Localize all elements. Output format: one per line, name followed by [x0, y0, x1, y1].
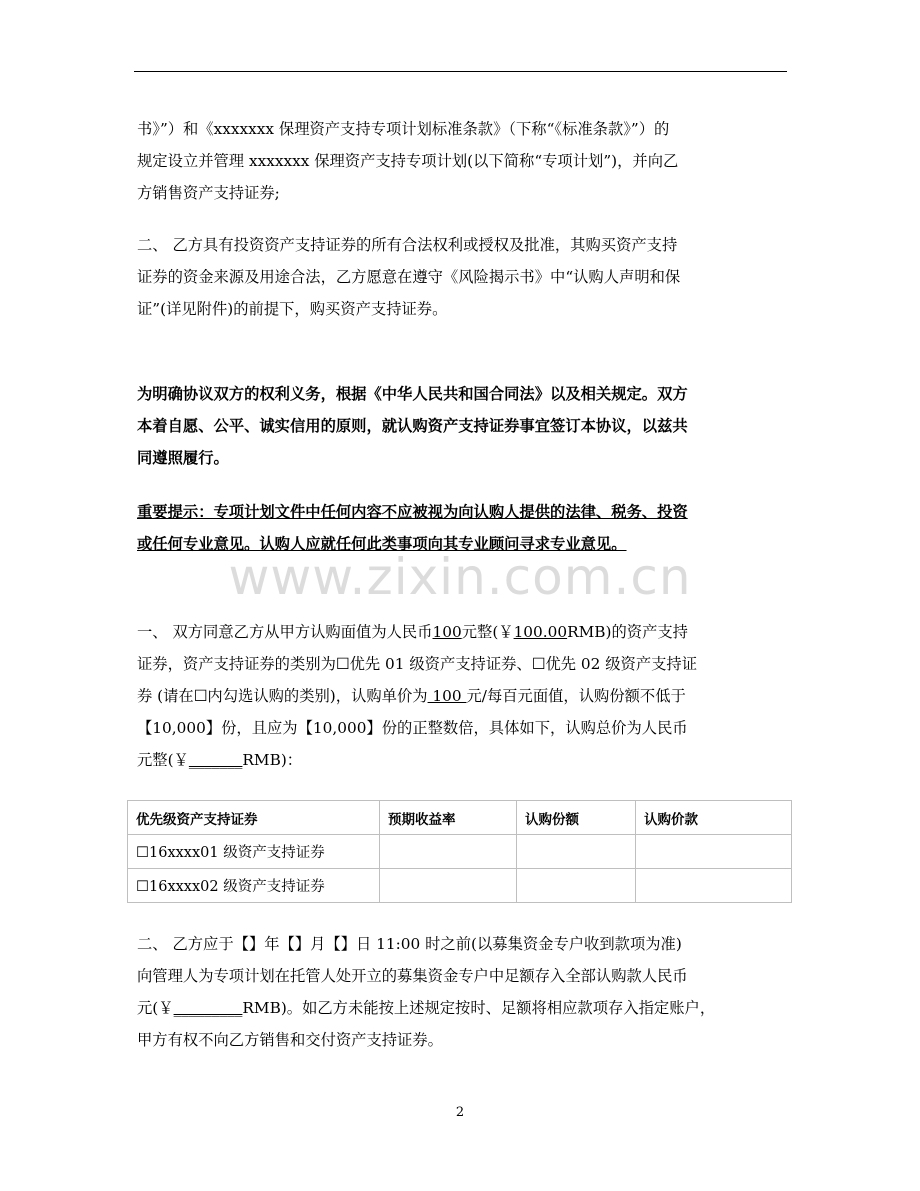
paragraph-clause-2 [137, 229, 787, 325]
text-line: 方销售资产支持证券; [137, 184, 280, 202]
table-cell [636, 835, 792, 869]
subscription-table [127, 800, 792, 903]
text-line: 元(￥_________RMB)。如乙方未能按上述规定按时、足额将相应款项存入指定账户， [137, 999, 716, 1017]
table-cell [517, 835, 636, 869]
header-rule [134, 71, 787, 72]
table-cell[interactable]: ☐16xxxx02 级资产支持证券 [128, 869, 380, 903]
text-line: 重要提示：专项计划文件中任何内容不应被视为向认购人提供的法律、税务、投资 [137, 503, 688, 521]
paragraph-subscription-terms [137, 616, 787, 776]
text-line: 证”(详见附件)的前提下，购买资产支持证券。 [137, 300, 448, 318]
table-header-row [128, 801, 792, 835]
table-row [128, 869, 792, 903]
text-line: 二、 乙方应于【】年【】月【】日 11:00 时之前(以募集资金专户收到款项为准) [137, 935, 682, 953]
watermark: www.zixin.com.cn [228, 548, 692, 606]
column-header: 预期收益率 [380, 801, 517, 835]
table-row [128, 835, 792, 869]
text-line: 为明确协议双方的权利义务，根据《中华人民共和国合同法》以及相关规定。双方 [137, 385, 688, 403]
column-header: 认购价款 [636, 801, 792, 835]
text-line: 二、 乙方具有投资资产支持证券的所有合法权利或授权及批准，其购买资产支持 [137, 236, 678, 254]
text-line: 证券，资产支持证券的类别为☐优先 01 级资产支持证券、☐优先 02 级资产支持证 [137, 655, 698, 673]
text-line: 券 (请在☐内勾选认购的类别)，认购单价为 100 元/每百元面值，认购份额不低于 [137, 687, 686, 705]
table-cell [380, 869, 517, 903]
text-line: 【10,000】份，且应为【10,000】份的正整数倍，具体如下，认购总价为人民币 [137, 719, 688, 737]
text-line: 甲方有权不向乙方销售和交付资产支持证券。 [137, 1031, 443, 1049]
text-line: 元整(￥_______RMB)： [137, 751, 303, 769]
paragraph-intro-continued [137, 113, 787, 209]
text-line: 书》”）和《xxxxxxx 保理资产支持专项计划标准条款》（下称“《标准条款》”）的 [137, 120, 670, 138]
text-line: 一、 双方同意乙方从甲方认购面值为人民币100元整(￥100.00RMB)的资产支持 [137, 623, 688, 641]
text-line: 或任何专业意见。认购人应就任何此类事项向其专业顾问寻求专业意见。 [137, 535, 627, 553]
table-cell [636, 869, 792, 903]
table-cell[interactable]: ☐16xxxx01 级资产支持证券 [128, 835, 380, 869]
paragraph-purpose [137, 378, 787, 474]
paragraph-payment-terms [137, 928, 787, 1056]
table-cell [380, 835, 517, 869]
text-line: 证券的资金来源及用途合法，乙方愿意在遵守《风险揭示书》中“认购人声明和保 [137, 268, 681, 286]
text-line: 本着自愿、公平、诚实信用的原则，就认购资产支持证券事宜签订本协议，以兹共 [137, 417, 688, 435]
text-line: 同遵照履行。 [137, 449, 229, 467]
table-cell [517, 869, 636, 903]
column-header: 认购份额 [517, 801, 636, 835]
column-header: 优先级资产支持证券 [128, 801, 380, 835]
text-line: 向管理人为专项计划在托管人处开立的募集资金专户中足额存入全部认购款人民币 [137, 967, 688, 985]
page-number: 2 [455, 1105, 465, 1120]
text-line: 规定设立并管理 xxxxxxx 保理资产支持专项计划(以下简称“专项计划”)，并向乙 [137, 152, 679, 170]
